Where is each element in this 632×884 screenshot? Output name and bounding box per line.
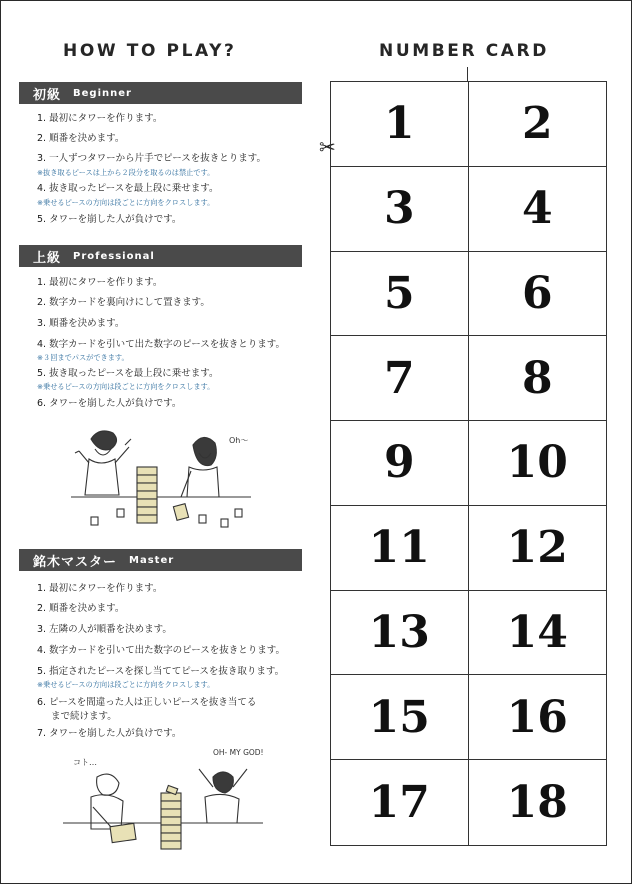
beginner-step-1: 1. 最初にタワーを作ります。 (37, 113, 163, 124)
professional-header-en: Professional (73, 250, 155, 262)
professional-step-3: 3. 順番を決めます。 (37, 318, 125, 329)
number-card-grid (330, 81, 607, 846)
master-note-5: ※乗せるピースの方向は段ごとに方向をクロスします。 (37, 680, 215, 689)
number-card-7: 7 (331, 336, 469, 421)
master-step-7: 7. タワーを崩した人が負けです。 (37, 728, 182, 739)
master-step-6-cont: まで続けます。 (51, 711, 117, 722)
number-card-12: 12 (469, 506, 607, 591)
players-illustration-bottom (63, 747, 275, 857)
beginner-header-jp: 初級 (33, 87, 62, 103)
professional-header (19, 245, 302, 267)
number-card-6: 6 (469, 252, 607, 337)
professional-note-4: ※３回までパスができます。 (37, 353, 129, 362)
number-card-9: 9 (331, 421, 469, 506)
professional-step-4: 4. 数字カードを引いて出た数字のピースを抜きとります。 (37, 339, 285, 350)
professional-step-6: 6. タワーを崩した人が負けです。 (37, 398, 182, 409)
master-header-jp: 銘木マスター (33, 554, 118, 570)
number-card-17: 17 (331, 760, 469, 845)
number-card-14: 14 (469, 591, 607, 676)
how-to-play-title: HOW TO PLAY? (63, 41, 237, 61)
master-header-en: Master (129, 554, 175, 566)
professional-step-1: 1. 最初にタワーを作ります。 (37, 277, 163, 288)
number-card-2: 2 (469, 82, 607, 167)
master-step-4: 4. 数字カードを引いて出た数字のピースを抜きとります。 (37, 645, 285, 656)
beginner-note-3: ※抜き取るピースは上から２段分を取るのは禁止です。 (37, 168, 215, 177)
professional-header-jp: 上級 (33, 250, 62, 266)
scissors-icon: ✂ (319, 135, 336, 159)
number-card-1: 1 (331, 82, 469, 167)
number-card-15: 15 (331, 675, 469, 760)
number-card-8: 8 (469, 336, 607, 421)
beginner-step-3: 3. 一人ずつタワーから片手でピースを抜きとります。 (37, 153, 266, 164)
professional-step-2: 2. 数字カードを裏向けにして置きます。 (37, 297, 210, 308)
number-card-11: 11 (331, 506, 469, 591)
beginner-step-4: 4. 抜き取ったピースを最上段に乗せます。 (37, 183, 219, 194)
number-card-13: 13 (331, 591, 469, 676)
speech-oh: Oh〜 (229, 436, 249, 445)
master-step-1: 1. 最初にタワーを作ります。 (37, 583, 163, 594)
beginner-header (19, 82, 302, 104)
beginner-header-en: Beginner (73, 87, 132, 99)
master-step-5: 5. 指定されたピースを探し当ててピースを抜き取ります。 (37, 666, 285, 677)
professional-note-5: ※乗せるピースの方向は段ごとに方向をクロスします。 (37, 382, 215, 391)
beginner-note-4: ※乗せるピースの方向は段ごとに方向をクロスします。 (37, 198, 215, 207)
number-card-10: 10 (469, 421, 607, 506)
beginner-step-5: 5. タワーを崩した人が負けです。 (37, 214, 182, 225)
number-card-18: 18 (506, 777, 568, 829)
speech-oh-my-god: OH- MY GOD! (213, 748, 264, 757)
master-step-2: 2. 順番を決めます。 (37, 603, 125, 614)
speech-koto: コト… (73, 758, 97, 767)
beginner-step-2: 2. 順番を決めます。 (37, 133, 125, 144)
master-step-3: 3. 左隣の人が順番を決めます。 (37, 624, 172, 635)
players-illustration-top (71, 423, 261, 533)
number-card-3: 3 (331, 167, 469, 252)
master-header (19, 549, 302, 571)
professional-step-5: 5. 抜き取ったピースを最上段に乗せます。 (37, 368, 219, 379)
number-card-16: 16 (469, 675, 607, 760)
number-card-5: 5 (331, 252, 469, 337)
number-card-title: NUMBER CARD (379, 41, 549, 61)
number-card-4: 4 (469, 167, 607, 252)
master-step-6: 6. ピースを間違った人は正しいピースを抜き当てる (37, 697, 257, 708)
cut-line-tick (467, 67, 468, 81)
